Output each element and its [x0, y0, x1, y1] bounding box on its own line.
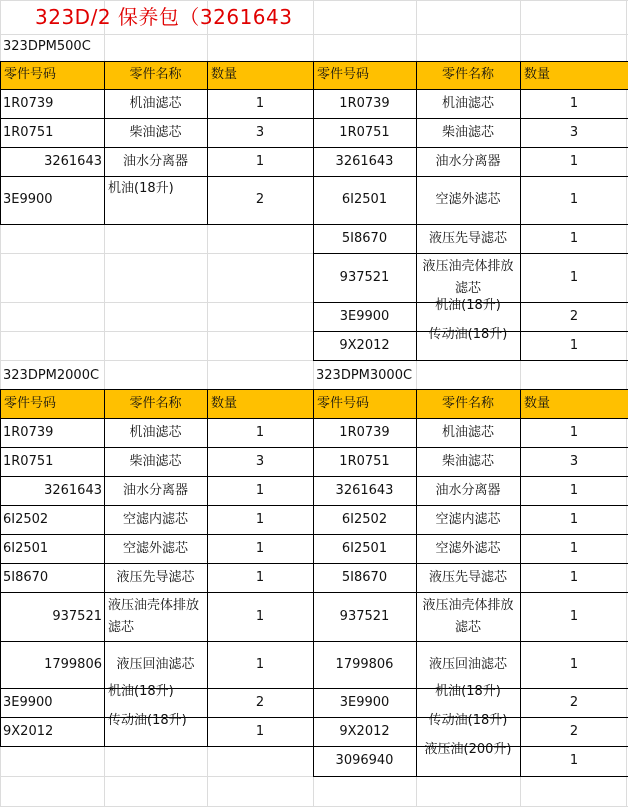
part-name: 柴油滤芯	[441, 453, 495, 469]
border	[104, 418, 105, 747]
border	[0, 505, 313, 506]
quantity: 1	[569, 540, 579, 556]
border	[313, 61, 314, 90]
part-number: 1799806	[335, 656, 394, 672]
part-name: 传动油(18升)	[428, 326, 508, 342]
quantity: 3	[255, 124, 265, 140]
border	[0, 641, 313, 642]
part-name: 空滤内滤芯	[435, 511, 501, 527]
border	[0, 224, 313, 225]
quantity: 1	[569, 337, 579, 353]
border	[416, 89, 417, 361]
header-part-name: 零件名称	[129, 395, 182, 411]
part-number: 3096940	[335, 753, 394, 768]
part-number: 1R0751	[339, 453, 390, 469]
part-number: 937521	[52, 608, 102, 624]
quantity: 1	[569, 269, 579, 285]
part-name: 机油滤芯	[129, 424, 182, 440]
quantity: 1	[569, 569, 579, 585]
part-number: 1R0751	[339, 124, 390, 140]
part-name: 空滤外滤芯	[435, 192, 501, 207]
part-name: 油水分离器	[122, 482, 189, 498]
border	[313, 224, 628, 225]
border	[313, 418, 628, 419]
border	[0, 389, 1, 419]
border	[313, 253, 628, 254]
gridline	[0, 0, 628, 1]
part-name: 机油(18升)	[108, 181, 174, 196]
border	[313, 534, 628, 535]
quantity: 1	[255, 608, 265, 624]
border	[0, 118, 313, 119]
border	[207, 418, 208, 747]
border	[0, 61, 313, 62]
quantity: 1	[255, 424, 265, 440]
part-name: 液压回油滤芯	[428, 656, 508, 672]
part-number: 937521	[339, 269, 390, 285]
border	[0, 563, 313, 564]
table-label: 323DPM3000C	[316, 368, 413, 383]
header-qty: 数量	[524, 395, 551, 411]
border	[0, 61, 1, 90]
quantity: 2	[569, 694, 579, 710]
header-qty: 数量	[211, 395, 238, 411]
sheet-title: 323D/2 保养包（3261643	[35, 5, 293, 29]
part-name: 机油(18升)	[108, 683, 174, 699]
border	[207, 61, 208, 90]
border	[313, 89, 628, 90]
part-name: 传动油(18升)	[428, 712, 508, 728]
quantity: 1	[255, 511, 265, 527]
border	[313, 776, 628, 777]
part-name: 液压油壳体排放滤芯	[422, 258, 514, 296]
border	[0, 476, 313, 477]
part-name: 空滤内滤芯	[122, 511, 189, 527]
part-number: 1R0739	[3, 424, 54, 440]
border	[0, 389, 313, 390]
part-name: 机油滤芯	[129, 95, 182, 111]
border	[313, 360, 628, 361]
table-label: 323DPM2000C	[3, 368, 100, 383]
border	[313, 505, 628, 506]
border	[0, 89, 313, 90]
part-number: 9X2012	[339, 723, 390, 739]
part-number: 9X2012	[339, 337, 390, 353]
part-number: 3261643	[44, 153, 102, 169]
quantity: 1	[255, 656, 265, 672]
part-name: 液压先导滤芯	[428, 230, 508, 246]
part-name: 柴油滤芯	[441, 124, 495, 140]
quantity: 1	[569, 753, 579, 768]
header-qty: 数量	[211, 67, 238, 82]
border	[520, 89, 521, 361]
part-number: 1R0751	[3, 453, 54, 469]
part-number: 5I8670	[341, 569, 388, 585]
part-number: 3261643	[335, 153, 394, 169]
part-name: 油水分离器	[122, 153, 189, 169]
header-part-no: 零件号码	[317, 395, 370, 411]
border	[0, 89, 1, 225]
quantity: 2	[569, 308, 579, 324]
border	[313, 89, 314, 361]
quantity: 1	[569, 192, 579, 207]
border	[313, 389, 628, 390]
border	[313, 447, 628, 448]
part-name: 柴油滤芯	[129, 124, 182, 140]
quantity: 1	[255, 95, 265, 111]
part-name: 油水分离器	[435, 153, 501, 169]
quantity: 3	[255, 453, 265, 469]
part-number: 3E9900	[3, 192, 53, 207]
border	[104, 389, 105, 419]
border	[207, 389, 208, 419]
border	[520, 61, 521, 90]
part-number: 3E9900	[3, 694, 53, 710]
part-number: 3E9900	[339, 694, 390, 710]
part-name: 机油(18升)	[435, 297, 501, 313]
part-number: 1799806	[44, 656, 102, 672]
part-name: 液压油(200升)	[424, 742, 512, 757]
quantity: 3	[569, 453, 579, 469]
border	[313, 476, 628, 477]
part-number: 5I8670	[3, 569, 49, 585]
border	[313, 118, 628, 119]
part-name: 液压油壳体排放滤芯	[108, 597, 200, 635]
border	[416, 418, 417, 777]
part-number: 3261643	[335, 482, 394, 498]
header-part-no: 零件号码	[4, 67, 57, 82]
border	[416, 389, 417, 419]
header-qty: 数量	[524, 67, 551, 82]
quantity: 1	[255, 540, 265, 556]
quantity: 1	[569, 482, 579, 498]
border	[313, 418, 314, 777]
border	[0, 592, 313, 593]
header-part-name: 零件名称	[129, 67, 182, 82]
part-name: 液压回油滤芯	[116, 656, 195, 672]
quantity: 1	[255, 482, 265, 498]
header-part-name: 零件名称	[441, 67, 495, 82]
quantity: 1	[255, 723, 265, 739]
part-name: 油水分离器	[435, 482, 501, 498]
part-number: 937521	[339, 608, 390, 624]
part-name: 机油(18升)	[435, 683, 501, 699]
border	[313, 176, 628, 177]
part-number: 1R0739	[339, 95, 390, 111]
part-number: 9X2012	[3, 723, 54, 739]
quantity: 1	[255, 569, 265, 585]
part-number: 6I2502	[341, 511, 388, 527]
border	[207, 89, 208, 225]
part-name: 传动油(18升)	[108, 712, 187, 728]
border	[0, 447, 313, 448]
border	[416, 61, 417, 90]
quantity: 1	[569, 424, 579, 440]
quantity: 1	[255, 153, 265, 169]
border	[313, 592, 628, 593]
quantity: 2	[255, 192, 265, 207]
part-number: 3261643	[44, 482, 102, 498]
border	[313, 389, 314, 419]
part-number: 6I2501	[3, 540, 49, 556]
quantity: 1	[569, 656, 579, 672]
border	[313, 641, 628, 642]
part-name: 液压先导滤芯	[116, 569, 195, 585]
border	[520, 389, 521, 419]
header-part-no: 零件号码	[317, 67, 370, 82]
border	[0, 418, 1, 747]
header-part-no: 零件号码	[4, 395, 57, 411]
quantity: 2	[569, 723, 579, 739]
part-number: 1R0751	[3, 124, 54, 140]
quantity: 1	[569, 608, 579, 624]
part-number: 1R0739	[3, 95, 54, 111]
border	[313, 563, 628, 564]
quantity: 1	[569, 95, 579, 111]
part-name: 液压先导滤芯	[428, 569, 508, 585]
part-name: 空滤外滤芯	[122, 540, 189, 556]
border	[0, 534, 313, 535]
border	[104, 89, 105, 225]
part-number: 1R0739	[339, 424, 390, 440]
part-number: 6I2502	[3, 511, 49, 527]
quantity: 2	[255, 694, 265, 710]
part-number: 6I2501	[341, 192, 388, 207]
gridline	[0, 34, 628, 35]
quantity: 3	[569, 124, 579, 140]
quantity: 1	[569, 230, 579, 246]
quantity: 1	[569, 511, 579, 527]
border	[0, 418, 313, 419]
part-number: 6I2501	[341, 540, 388, 556]
part-number: 3E9900	[339, 308, 390, 324]
part-name: 机油滤芯	[441, 424, 495, 440]
part-name: 液压油壳体排放滤芯	[422, 597, 514, 635]
part-name: 空滤外滤芯	[435, 540, 501, 556]
part-name: 机油滤芯	[441, 95, 495, 111]
border	[0, 147, 313, 148]
border	[313, 61, 628, 62]
border	[520, 418, 521, 777]
quantity: 1	[569, 153, 579, 169]
table-label: 323DPM500C	[3, 39, 91, 54]
header-part-name: 零件名称	[441, 395, 495, 411]
border	[313, 147, 628, 148]
border	[0, 176, 313, 177]
border	[104, 61, 105, 90]
part-name: 柴油滤芯	[129, 453, 182, 469]
border	[0, 746, 313, 747]
part-number: 5I8670	[341, 230, 388, 246]
